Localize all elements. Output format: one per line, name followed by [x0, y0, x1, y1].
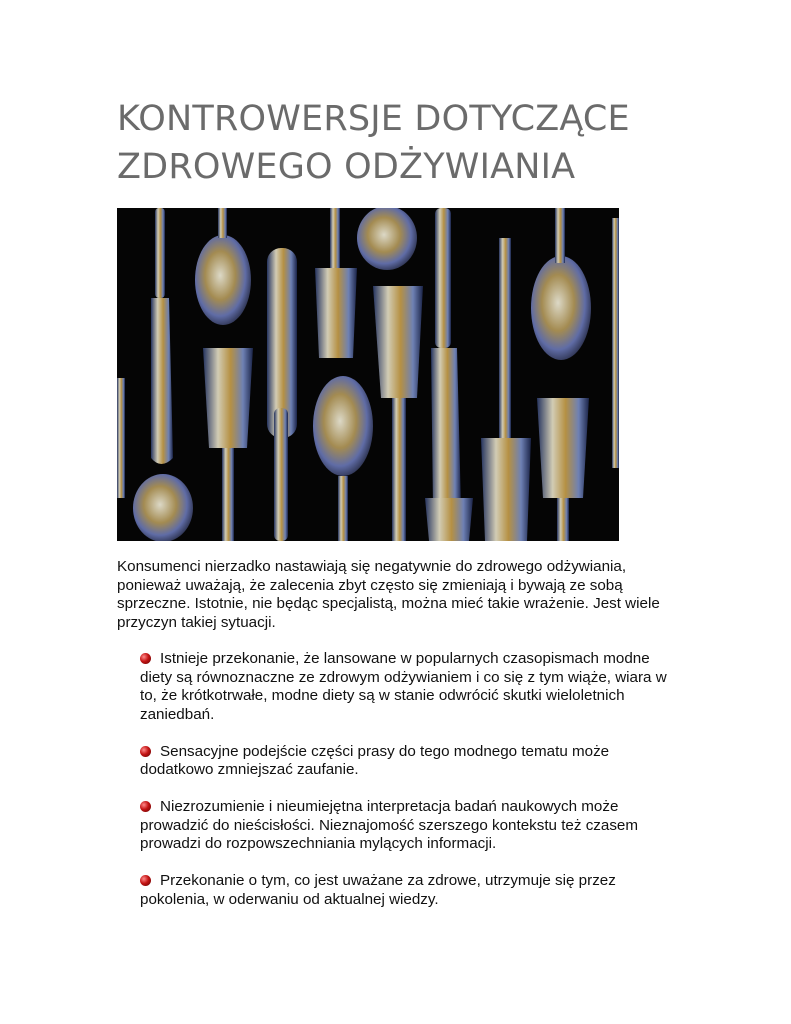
list-item	[140, 650, 670, 724]
bullet-text: Niezrozumienie i nieumiejętna interpretacja badań naukowych może prowadzić do nieścisłości. Nieznajomość szerszego kontekstu też czasem prowadzi do rozpowszechniania mylących informacji.	[140, 798, 639, 852]
red-sphere-bullet-icon	[140, 875, 151, 886]
bullet-text: Istnieje przekonanie, że lansowane w popularnych czasopismach modne diety są równoznaczne ze zdrowym odżywianiem i co się z tym wiąże, wiara w to, że krótkotrwałe, modne diety są w stanie odwrócić skutki wieloletnich zaniedbań.	[140, 650, 667, 723]
cutlery-illustration	[117, 208, 619, 541]
list-item	[140, 798, 670, 854]
list-item	[140, 743, 670, 780]
list-item	[140, 872, 670, 909]
bullet-text: Przekonanie o tym, co jest uważane za zdrowe, utrzymuje się przez pokolenia, w oderwaniu od aktualnej wiedzy.	[140, 872, 616, 908]
red-sphere-bullet-icon	[140, 746, 151, 757]
title-line-1: KONTROWERSJE DOTYCZĄCE	[117, 99, 630, 139]
page-title	[117, 95, 717, 191]
intro-paragraph: Konsumenci nierzadko nastawiają się negatywnie do zdrowego odżywiania, ponieważ uważają, że zalecenia zbyt często się zmieniają i bywają ze sobą sprzeczne. Istotnie, nie będąc specjalistą, można mieć takie wrażenie. Jest wiele przyczyn takiej sytuacji.	[117, 558, 660, 631]
cutlery-photo	[117, 208, 619, 541]
red-sphere-bullet-icon	[140, 801, 151, 812]
red-sphere-bullet-icon	[140, 653, 151, 664]
bullet-list	[140, 650, 670, 928]
bullet-text: Sensacyjne podejście części prasy do tego modnego tematu może dodatkowo zmniejszać zaufanie.	[140, 742, 610, 778]
title-line-2: ZDROWEGO ODŻYWIANIA	[117, 147, 576, 187]
